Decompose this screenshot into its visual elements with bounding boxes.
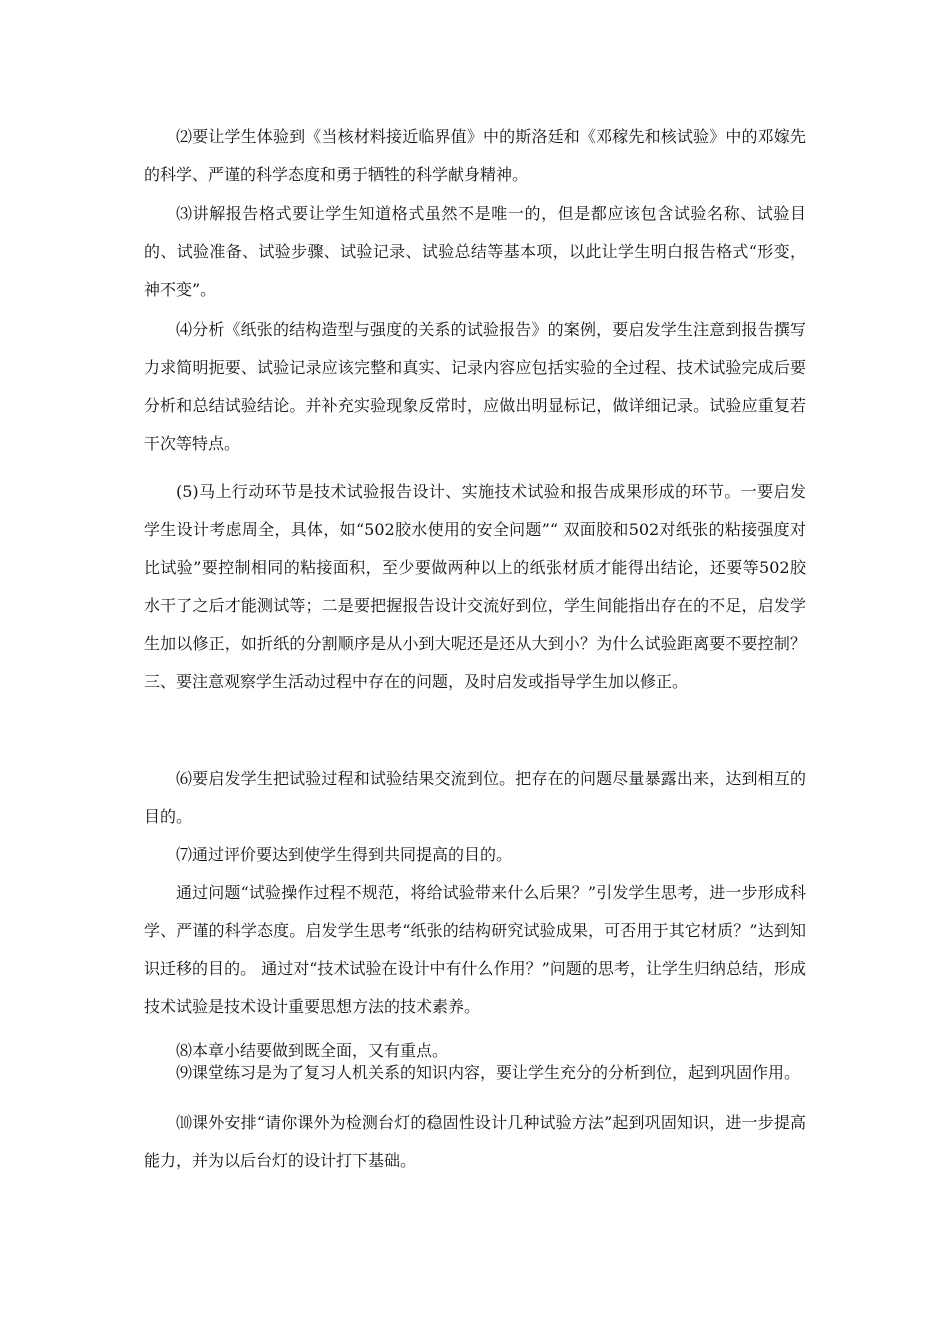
paragraph-4: ⑷分析《纸张的结构造型与强度的关系的试验报告》的案例，要启发学生注意到报告撰写力求简明扼要、试验记录应该完整和真实、记录内容应包括实验的全过程、技术试验完成后要分析和总结试验结论。并补充实验现象反常时，应做出明显标记，做详细记录。试验应重复若干次等特点。 <box>144 320 806 453</box>
paragraph-6: ⑹要启发学生把试验过程和试验结果交流到位。把存在的问题尽量暴露出来，达到相互的目的。 <box>144 769 806 826</box>
paragraph-2: ⑵要让学生体验到《当核材料接近临界值》中的斯洛廷和《邓稼先和核试验》中的邓嫁先的科学、严谨的科学态度和勇于牺牲的科学献身精神。 <box>144 127 806 184</box>
paragraph-3: ⑶讲解报告格式要让学生知道格式虽然不是唯一的，但是都应该包含试验名称、试验目的、试验准备、试验步骤、试验记录、试验总结等基本项，以此让学生明白报告格式“形变，神不变”。 <box>144 204 806 299</box>
paragraph-10: ⑽课外安排“请你课外为检测台灯的稳固性设计几种试验方法”起到巩固知识，进一步提高能力，并为以后台灯的设计打下基础。 <box>144 1113 806 1170</box>
paragraph-7: ⑺通过评价要达到使学生得到共同提高的目的。 <box>176 845 513 864</box>
paragraph-8: ⑻本章小结要做到既全面，又有重点。 <box>176 1041 449 1060</box>
paragraph-9: ⑼课堂练习是为了复习人机关系的知识内容，要让学生充分的分析到位，起到巩固作用。 <box>176 1063 801 1082</box>
paragraph-5: (5)马上行动环节是技术试验报告设计、实施技术试验和报告成果形成的环节。一要启发学生设计考虑周全，具体，如“502胶水使用的安全问题”“ 双面胶和502对纸张的粘接强度对比试验”要控制相同的粘接面积，至少要做两种以上的纸张材质才能得出结论，还要等502胶水干了之后才能测试等；二是要把握报告设计交流好到位，学生间能指出存在的不足，启发学生加以修正，如折纸的分割顺序是从小到大呢还是还从大到小？为什么试验距离要不要控制？三、要注意观察学生活动过程中存在的问题，及时启发或指导学生加以修正。 <box>144 482 806 691</box>
paragraph-discussion: 通过问题“试验操作过程不规范，将给试验带来什么后果？”引发学生思考，进一步形成科学、严谨的科学态度。启发学生思考“纸张的结构研究试验成果，可否用于其它材质？”达到知识迁移的目的。 通过对“技术试验在设计中有什么作用？”问题的思考，让学生归纳总结，形成技术试验是技术设计重要思想方法的技术素养。 <box>144 883 806 1016</box>
